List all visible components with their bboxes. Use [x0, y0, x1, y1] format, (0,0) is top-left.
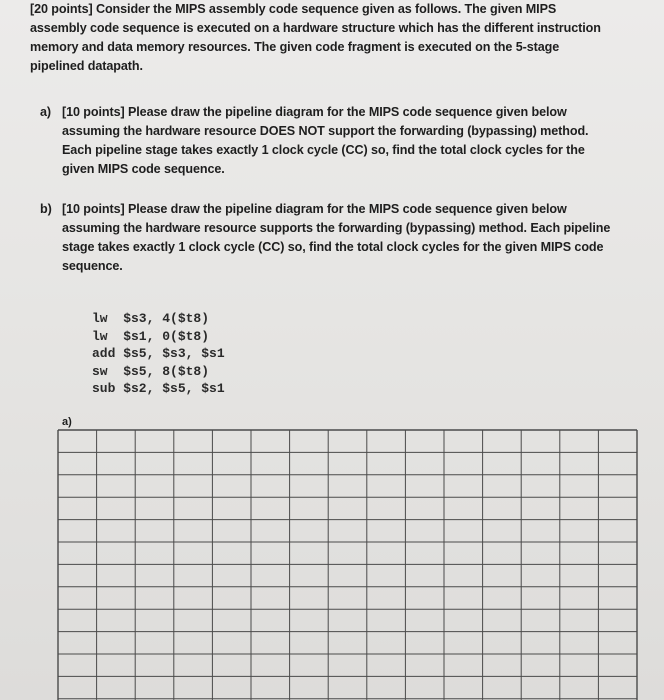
question-a-label: a) [40, 105, 51, 119]
question-b-label: b) [40, 202, 52, 216]
question-b-line3: stage takes exactly 1 clock cycle (CC) so, find the total clock cycles for the given MIPS code [62, 240, 604, 254]
question-b-text: [10 points] Please draw the pipeline diagram for the MIPS code sequence given below [62, 202, 567, 216]
intro-line: pipelined datapath. [30, 59, 143, 73]
grid-label: a) [62, 416, 72, 428]
question-a-line3: Each pipeline stage takes exactly 1 clock cycle (CC) so, find the total clock cycles for the [62, 143, 585, 157]
question-a-text: support the forwarding (bypassing) method. [324, 124, 589, 138]
code-line: lw $s1, 0($t8) [92, 328, 210, 344]
intro-line: memory and data memory resources. The given code fragment is executed on the 5-stage [30, 40, 560, 54]
emphasis-text: DOES NOT [259, 124, 325, 138]
question-b-line2: assuming the hardware resource supports the forwarding (bypassing) method. Each pipeline [62, 221, 611, 235]
code-line: add $s5, $s3, $s1 [92, 346, 225, 361]
intro-line: [20 points] Consider the MIPS assembly code sequence given as follows. The given MIPS [30, 2, 557, 16]
question-a-text: assuming the hardware resource [62, 124, 260, 138]
intro-line: assembly code sequence is executed on a hardware structure which has the different instruction [30, 21, 601, 35]
question-a-line4: given MIPS code sequence. [62, 162, 225, 176]
code-line: sw $s5, 8($t8) [92, 363, 210, 379]
question-a-text: [10 points] Please draw the pipeline diagram for the MIPS code sequence given below [62, 105, 567, 119]
code-line: lw $s3, 4($t8) [92, 311, 210, 326]
question-b-line4: sequence. [62, 259, 123, 273]
code-line: sub $s2, $s5, $s1 [92, 381, 225, 396]
